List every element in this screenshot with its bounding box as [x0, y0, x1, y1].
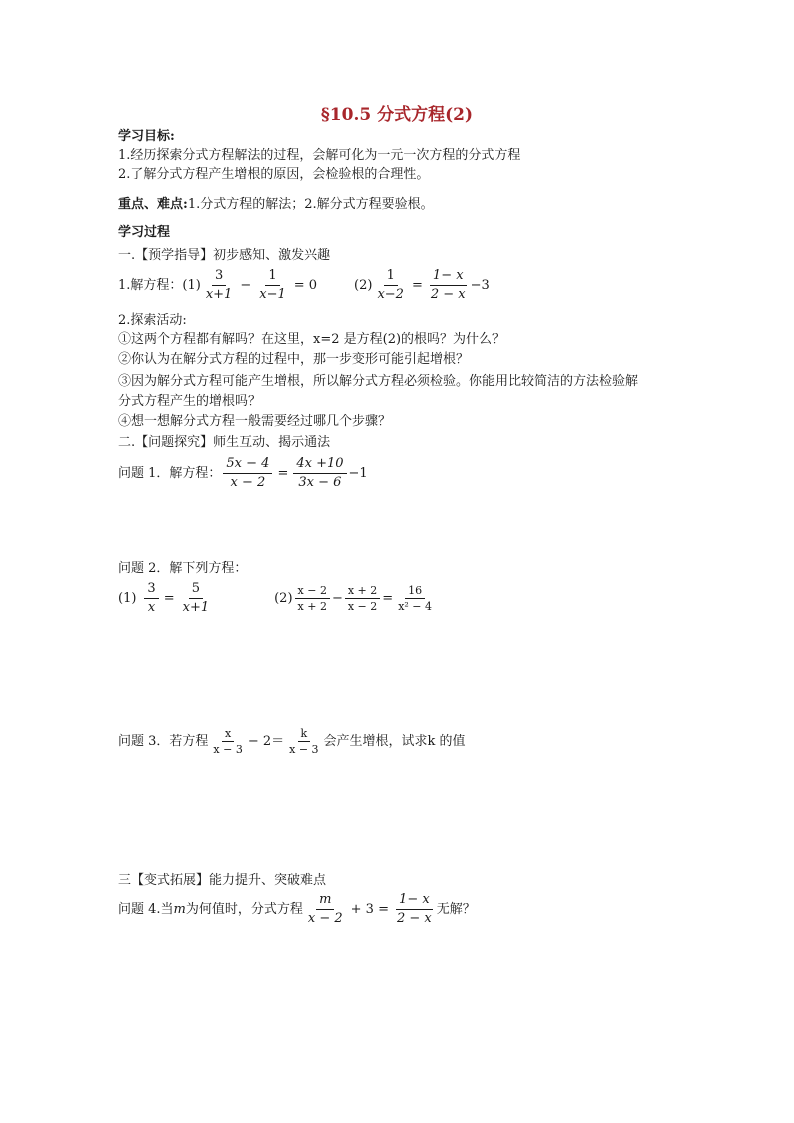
- question-3: ③因为解分式方程可能产生增根，所以解分式方程必须检验。你能用比较简洁的方法检验解: [118, 374, 639, 389]
- problem-4-mid: 为何值时，分式方程: [185, 901, 303, 917]
- eq1-index: (1): [182, 277, 201, 293]
- problem-2b-fraction-2: $\frac{x + 2}{x - 2}$: [345, 584, 380, 613]
- problem-4-variable: m: [173, 901, 186, 917]
- eq2-equals: =: [411, 277, 423, 293]
- problem-3-mid: − 2＝: [247, 733, 285, 749]
- eq2-fraction-1: $\frac{1}{x-2}$: [377, 268, 404, 302]
- eq2-fraction-2: $\frac{1- x}{2 - x}$: [430, 268, 466, 302]
- eq1-operator: −: [240, 277, 252, 293]
- problem-4-fraction-1: $\frac{m}{x - 2}$: [307, 892, 343, 926]
- problem-2a-index: (1): [118, 590, 137, 606]
- problem-3-label: 问题 3．若方程: [118, 733, 209, 749]
- problem-2b-equals: =: [382, 590, 394, 606]
- explore-label: 2.探索活动:: [118, 313, 187, 328]
- problem-4: [118, 892, 476, 927]
- keypoints-label: 重点、难点:: [118, 197, 188, 212]
- problem-2b-fraction-3: $\frac{16}{\text{x² − 4}}$: [398, 584, 433, 613]
- problem-2-label: 问题 2．解下列方程：: [118, 561, 248, 576]
- eq1-rhs: = 0: [293, 277, 318, 293]
- problem-4-operator: + 3 =: [350, 901, 389, 917]
- problem-2b-fraction-1: $\frac{x - 2}{x + 2}$: [295, 584, 330, 613]
- problem-3-fraction-2: $\frac{k}{x - 3}$: [289, 727, 319, 756]
- keypoints-text: 1.分式方程的解法；2.解分式方程要验根。: [187, 197, 434, 212]
- problem-4-fraction-2: $\frac{1- x}{2 - x}$: [396, 892, 432, 926]
- problem-3-tail: 会产生增根，试求k 的值: [323, 733, 466, 749]
- problem-1-fraction-1: $\frac{5x - 4}{x - 2}$: [223, 456, 272, 491]
- problem-3: [118, 727, 466, 756]
- problem-1-equals: =: [277, 465, 289, 481]
- problem-3-fraction-1: $\frac{x}{x - 3}$: [213, 727, 243, 756]
- keypoints: [118, 196, 434, 214]
- problem-2a-fraction-2: $\frac{5}{x+1}$: [182, 581, 210, 615]
- question-2: ②你认为在解分式方程的过程中，那一步变形可能引起增根？: [118, 352, 470, 367]
- eq2-tail: −3: [470, 277, 490, 293]
- question-3-cont: 分式方程产生的增根吗？: [118, 394, 262, 409]
- problem-1-label: 问题 1．解方程：: [118, 465, 222, 481]
- process-heading: 学习过程: [118, 225, 171, 240]
- section1-title: 一.【预学指导】初步感知、激发兴趣: [118, 248, 331, 263]
- eq1-fraction-1: $\frac{3}{x+1}$: [205, 268, 233, 302]
- problem-2-equations: [118, 581, 437, 616]
- page-title: §10.5 分式方程(2): [320, 105, 474, 125]
- problem-1-tail: −1: [348, 465, 368, 481]
- goals-heading: 学习目标:: [118, 129, 175, 144]
- problem-4-label: 问题 4.当: [118, 901, 174, 917]
- goal-item-2: 2.了解分式方程产生增根的原因，会检验根的合理性。: [118, 167, 430, 182]
- solve-label: 1.解方程：: [118, 277, 183, 293]
- problem-2a-equals: =: [163, 590, 175, 606]
- problem-2b-index: (2): [274, 590, 293, 606]
- goal-item-1: 1.经历探索分式方程解法的过程，会解可化为一元一次方程的分式方程: [118, 148, 521, 163]
- problem-1-fraction-2: $\frac{4x +10}{3x - 6}$: [293, 456, 346, 491]
- problem-4-tail: 无解？: [436, 901, 476, 917]
- question-1: ①这两个方程都有解吗？在这里，x=2 是方程(2)的根吗？为什么？: [118, 332, 506, 347]
- section2-title: 二.【问题探究】师生互动、揭示通法: [118, 435, 331, 450]
- question-4: ④想一想解分式方程一般需要经过哪几个步骤？: [118, 414, 392, 429]
- problem-2a-fraction-1: $\frac{3}{x}$: [144, 581, 158, 616]
- section3-title: 三【变式拓展】能力提升、突破难点: [118, 873, 327, 888]
- problem-1: [118, 456, 368, 491]
- eq1-fraction-2: $\frac{1}{x-1}$: [259, 268, 286, 302]
- eq2-index: (2): [354, 277, 373, 293]
- problem-2b-minus: −: [331, 590, 343, 606]
- solve-equations-row: [118, 268, 490, 303]
